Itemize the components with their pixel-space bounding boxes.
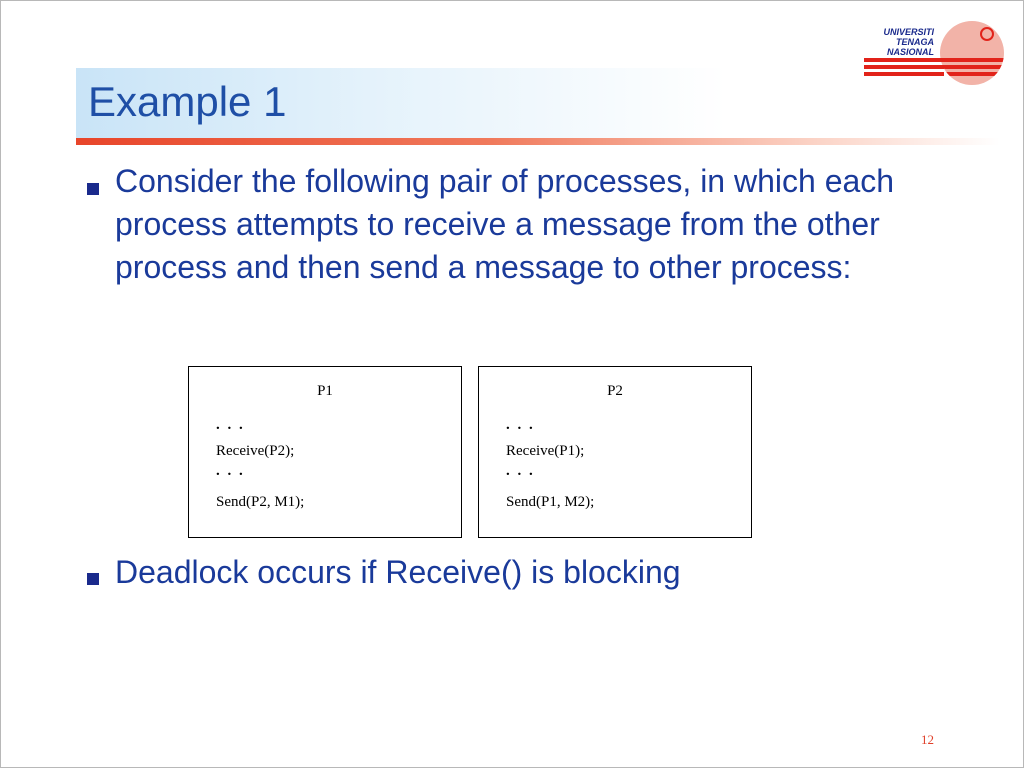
process-name: P2 — [607, 383, 623, 399]
receive-statement: Receive(P2); — [216, 443, 295, 459]
bullet-marker — [87, 183, 99, 195]
bullet-text: Consider the following pair of processes, in which each process attempts to receive a message from the other process and then send a message to other process: — [115, 163, 895, 285]
send-statement: Send(P1, M2); — [506, 494, 595, 510]
logo-text-line3: NASIONAL — [887, 47, 934, 57]
process-box-p2 — [478, 366, 752, 538]
bullet-marker — [87, 573, 99, 585]
page-number: 12 — [921, 732, 934, 747]
bullet-text: Deadlock occurs if Receive() is blocking — [115, 554, 681, 590]
logo-text-line2: TENAGA — [896, 37, 934, 47]
title-underline — [76, 138, 1000, 145]
logo-text-line1: UNIVERSITI — [883, 27, 934, 37]
process-box-p1 — [188, 366, 462, 538]
process-name: P1 — [317, 383, 333, 399]
send-statement: Send(P2, M1); — [216, 494, 305, 510]
ellipsis: . . . — [506, 417, 535, 433]
ellipsis: . . . — [216, 463, 245, 479]
slide-title: Example 1 — [88, 78, 287, 125]
university-logo — [862, 18, 1004, 88]
ellipsis: . . . — [216, 417, 245, 433]
ellipsis: . . . — [506, 463, 535, 479]
receive-statement: Receive(P1); — [506, 443, 585, 459]
